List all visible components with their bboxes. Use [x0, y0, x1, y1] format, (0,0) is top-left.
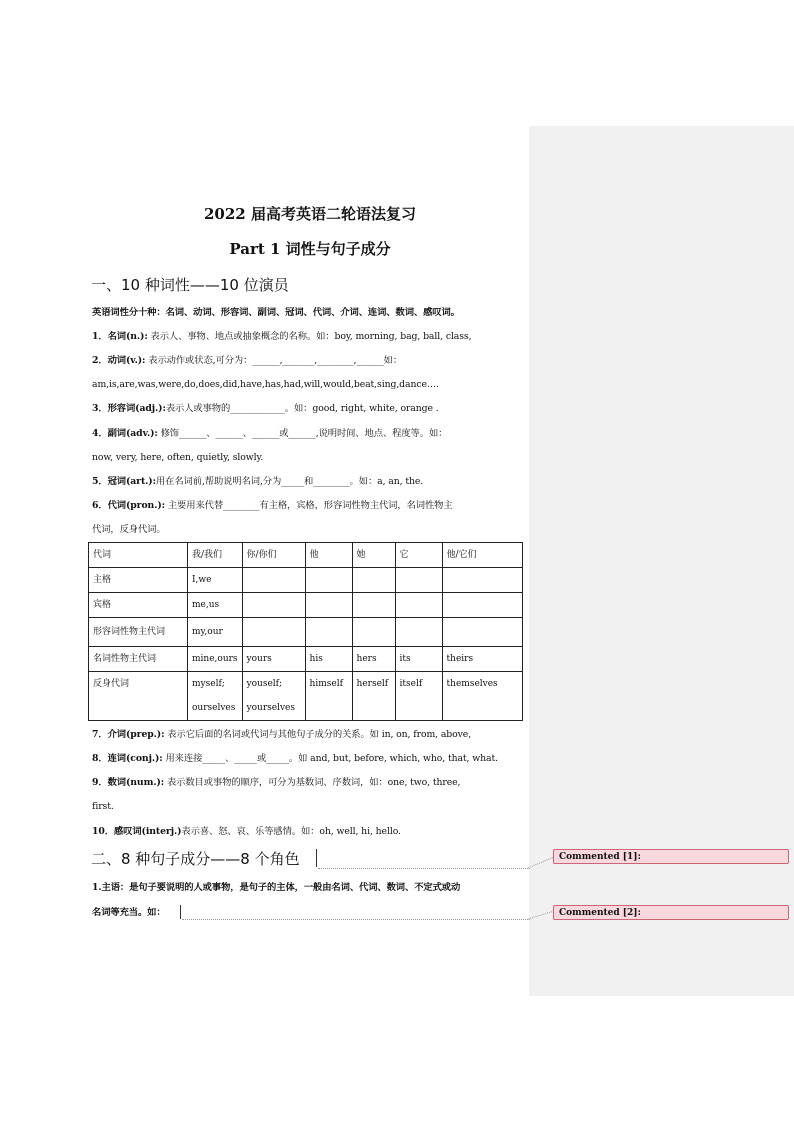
section2-heading: 二、8 种句子成分——8 个角色: [91, 850, 300, 868]
table-row: [89, 647, 523, 672]
comment-leader-line: [182, 919, 530, 920]
comment-anchor: [180, 905, 181, 919]
table-cell: 名词性物主代词: [89, 647, 188, 672]
pos-label: 1．名词(n.):: [92, 331, 148, 342]
pos-desc: 表示它后面的名词或代词与其他句子成分的关系。如 in, on, from, above,: [164, 729, 472, 740]
pos-desc: 表示人或事物的____________。如：good, right, white, orange .: [165, 403, 439, 414]
pos-pron: [92, 500, 453, 512]
table-cell: me,us: [188, 593, 243, 618]
table-cell: [305, 618, 352, 647]
table-row: [89, 618, 523, 647]
pos-conj: [92, 753, 498, 765]
table-cell: [395, 593, 442, 618]
table-cell: [305, 568, 352, 593]
table-cell: [305, 593, 352, 618]
comment-leader-line: [318, 868, 530, 869]
pos-desc: 表示喜、怒、哀、乐等感情。如：oh, well, hi, hello.: [181, 826, 401, 837]
table-row: [89, 568, 523, 593]
subject-definition: 1.主语：是句子要说明的人或事物，是句子的主体，一般由名词、代词、数词、不定式或动: [92, 882, 461, 893]
pos-verb-examples: am,is,are,was,were,do,does,did,have,has,had,will,would,beat,sing,dance….: [92, 379, 439, 390]
table-header-cell: 代词: [89, 543, 188, 568]
table-cell: youself; yourselves: [242, 672, 305, 721]
intro-text: 英语词性分十种：名词、动词、形容词、副词、冠词、代词、介词、连词、数词、感叹词。: [92, 307, 460, 318]
table-cell: [395, 568, 442, 593]
pos-desc: 用在名词前,帮助说明名词,分为_____和________。如：a, an, the.: [155, 476, 424, 487]
pos-label: 2．动词(v.):: [92, 355, 146, 366]
table-cell: my,our: [188, 618, 243, 647]
table-header-cell: 她: [352, 543, 395, 568]
table-cell: mine,ours: [188, 647, 243, 672]
pos-num-cont: first.: [92, 801, 114, 812]
pos-desc: 表示人、事物、地点或抽象概念的名称。如：boy, morning, bag, ball, class,: [147, 331, 472, 342]
table-cell: 形容词性物主代词: [89, 618, 188, 647]
pos-adv: [92, 428, 447, 440]
table-row: [89, 593, 523, 618]
pos-adv-examples: now, very, here, often, quietly, slowly.: [92, 452, 264, 463]
table-header-cell: 你/你们: [242, 543, 305, 568]
table-cell: [442, 568, 522, 593]
pos-pron-cont: 代词，反身代词。: [92, 524, 166, 535]
table-cell: yours: [242, 647, 305, 672]
table-cell: [242, 593, 305, 618]
table-cell: hers: [352, 647, 395, 672]
pos-desc: 主要用来代替________有主格，宾格，形容词性物主代词，名词性物主: [165, 500, 453, 511]
pos-desc: 表示数目或事物的顺序，可分为基数词、序数词，如：one, two, three,: [164, 777, 461, 788]
table-cell: his: [305, 647, 352, 672]
table-cell: [242, 568, 305, 593]
table-header-row: [89, 543, 523, 568]
table-header-cell: 我/我们: [188, 543, 243, 568]
pos-noun: [92, 331, 471, 343]
table-cell: 反身代词: [89, 672, 188, 721]
pos-label: 5．冠词(art.):: [92, 476, 156, 487]
table-cell: theirs: [442, 647, 522, 672]
pos-num: [92, 777, 460, 789]
pos-art: [92, 476, 423, 488]
table-cell: myself; ourselves: [188, 672, 243, 721]
table-cell: [395, 618, 442, 647]
table-cell: [242, 618, 305, 647]
comment-balloon-2[interactable]: Commented [2]:: [553, 905, 789, 920]
page-title: 2022 届高考英语二轮语法复习: [204, 205, 416, 223]
subject-definition-cont: 名词等充当。如：: [92, 907, 166, 918]
table-row: [89, 672, 523, 721]
table-header-cell: 它: [395, 543, 442, 568]
pos-adj: [92, 403, 439, 415]
pos-label: 4．副词(adv.):: [92, 428, 158, 439]
table-cell: 宾格: [89, 593, 188, 618]
pos-label: 3．形容词(adj.):: [92, 403, 166, 414]
pos-prep: [92, 729, 471, 741]
table-cell: herself: [352, 672, 395, 721]
table-header-cell: 他: [305, 543, 352, 568]
pos-label: 7．介词(prep.):: [92, 729, 165, 740]
table-cell: [352, 618, 395, 647]
table-cell: himself: [305, 672, 352, 721]
table-cell: 主格: [89, 568, 188, 593]
pos-desc: 表示动作或状态,可分为：______,_______,________,______如：: [145, 355, 403, 366]
table-cell: itself: [395, 672, 442, 721]
table-cell: [442, 593, 522, 618]
table-cell: [442, 618, 522, 647]
pos-desc: 修饰______、______、______或______,说明时间、地点、程度等。如：: [157, 428, 448, 439]
page-subtitle: Part 1 词性与句子成分: [229, 240, 391, 258]
table-cell: I,we: [188, 568, 243, 593]
table-cell: its: [395, 647, 442, 672]
pronoun-table: [88, 542, 523, 721]
comment-balloon-1[interactable]: Commented [1]:: [553, 849, 789, 864]
table-cell: [352, 568, 395, 593]
pos-verb: [92, 355, 402, 367]
table-cell: themselves: [442, 672, 522, 721]
pos-desc: 用来连接_____、_____或_____。如 and, but, before, which, who, that, what.: [162, 753, 498, 764]
pos-label: 10．感叹词(interj.): [92, 826, 182, 837]
table-cell: [352, 593, 395, 618]
pos-label: 6．代词(pron.):: [92, 500, 165, 511]
pos-interj: [92, 826, 401, 838]
section1-heading: 一、10 种词性——10 位演员: [91, 276, 289, 294]
text-cursor: [316, 849, 317, 867]
pos-label: 9．数词(num.):: [92, 777, 165, 788]
pos-label: 8．连词(conj.):: [92, 753, 163, 764]
table-header-cell: 他/它们: [442, 543, 522, 568]
